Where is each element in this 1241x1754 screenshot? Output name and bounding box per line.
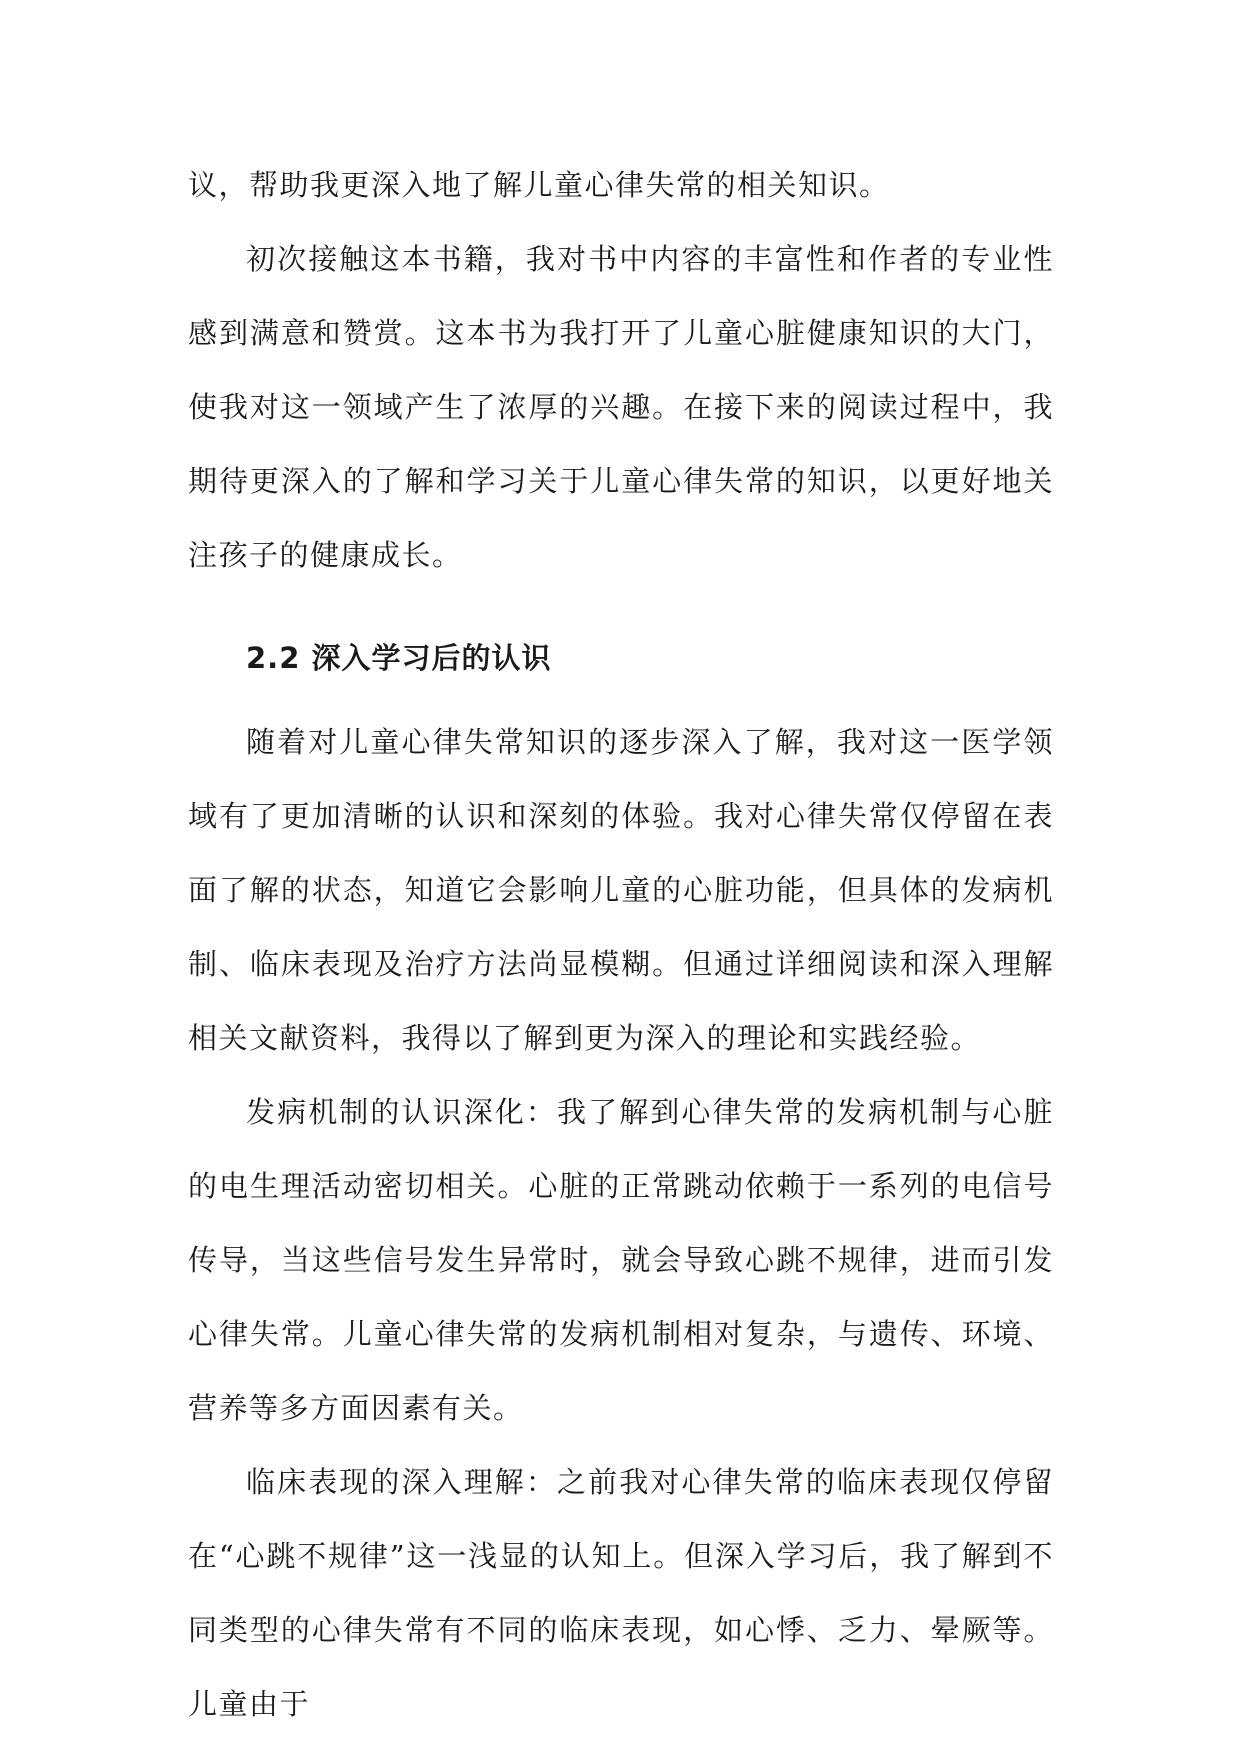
paragraph-pathogenesis: 发病机制的认识深化：我了解到心律失常的发病机制与心脏的电生理活动密切相关。心脏的正常跳动依赖于一系列的电信号传导，当这些信号发生异常时，就会导致心跳不规律，进而引发心律失常。儿童心律失常的发病机制相对复杂，与遗传、环境、营养等多方面因素有关。: [188, 1095, 1054, 1425]
paragraph-first-impression: 初次接触这本书籍，我对书中内容的丰富性和作者的专业性感到满意和赞赏。这本书为我打开了儿童心脏健康知识的大门，使我对这一领域产生了浓厚的兴趣。在接下来的阅读过程中，我期待更深入的了解和学习关于儿童心律失常的知识，以更好地关注孩子的健康成长。: [188, 242, 1054, 572]
section-heading: 2.2 深入学习后的认识: [246, 641, 552, 675]
paragraph-continuation: 议，帮助我更深入地了解儿童心律失常的相关知识。: [188, 168, 890, 202]
paragraph-deeper-understanding: 随着对儿童心律失常知识的逐步深入了解，我对这一医学领域有了更加清晰的认识和深刻的体验。我对心律失常仅停留在表面了解的状态，知道它会影响儿童的心脏功能，但具体的发病机制、临床表现及治疗方法尚显模糊。但通过详细阅读和深入理解相关文献资料，我得以了解到更为深入的理论和实践经验。: [188, 725, 1054, 1055]
paragraph-clinical-manifestation: 临床表现的深入理解：之前我对心律失常的临床表现仅停留在“心跳不规律”这一浅显的认知上。但深入学习后，我了解到不同类型的心律失常有不同的临床表现，如心悸、乏力、晕厥等。儿童由于: [188, 1465, 1054, 1721]
document-body: [188, 148, 1054, 1741]
